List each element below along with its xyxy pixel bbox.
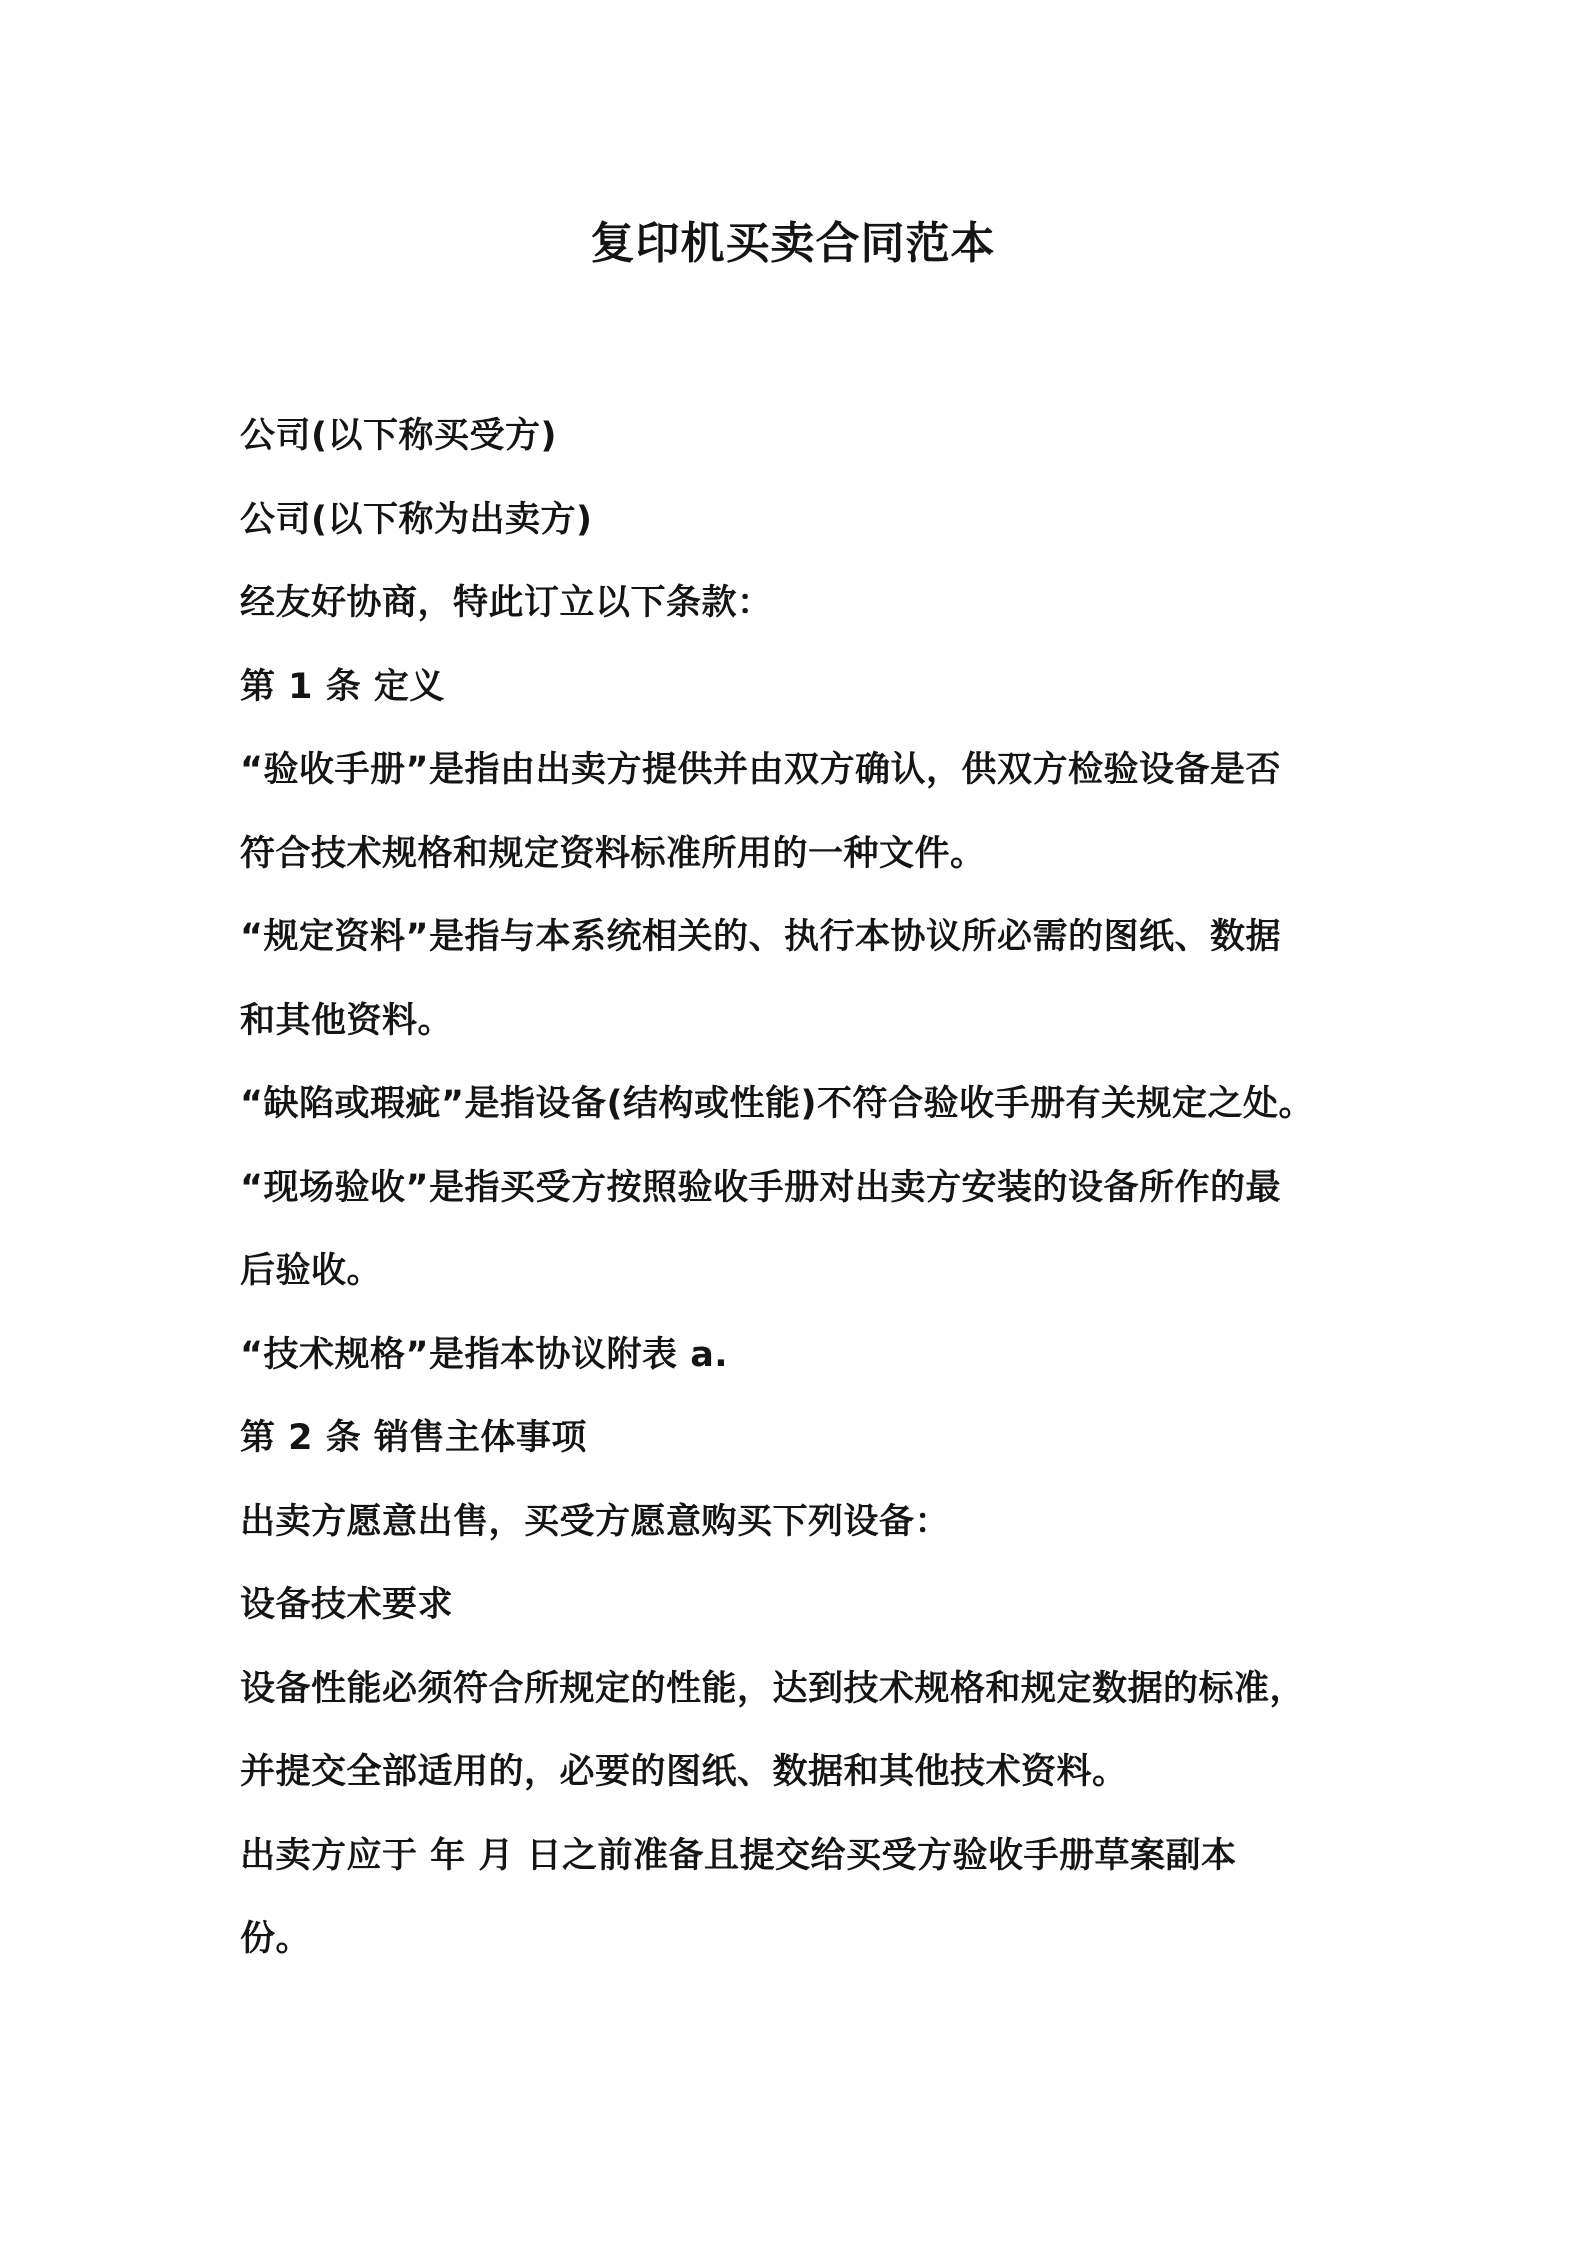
- definition-line: “现场验收”是指买受方按照验收手册对出卖方安装的设备所作的最: [240, 1168, 1282, 1208]
- definition-line: “规定资料”是指与本系统相关的、执行本协议所必需的图纸、数据: [240, 917, 1282, 957]
- body-line: 出卖方应于 年 月 日之前准备且提交给买受方验收手册草案副本: [240, 1836, 1237, 1876]
- definition-line: “技术规格”是指本协议附表 a.: [240, 1335, 729, 1375]
- buyer-line: 公司(以下称买受方): [240, 416, 557, 456]
- intro-line: 经友好协商，特此订立以下条款：: [240, 583, 773, 623]
- article-2-heading: 第 2 条 销售主体事项: [240, 1418, 587, 1458]
- body-line: 份。: [240, 1919, 312, 1959]
- seller-line: 公司(以下称为出卖方): [240, 500, 593, 540]
- definition-line: “验收手册”是指由出卖方提供并由双方确认，供双方检验设备是否: [240, 750, 1282, 790]
- article-1-heading: 第 1 条 定义: [240, 667, 445, 707]
- definition-line: 后验收。: [240, 1251, 383, 1291]
- document-title: 复印机买卖合同范本: [590, 218, 996, 269]
- definition-line: “缺陷或瑕疵”是指设备(结构或性能)不符合验收手册有关规定之处。: [240, 1084, 1315, 1124]
- body-line: 设备性能必须符合所规定的性能，达到技术规格和规定数据的标准，: [240, 1669, 1306, 1709]
- definition-line: 符合技术规格和规定资料标准所用的一种文件。: [240, 834, 986, 874]
- definition-line: 和其他资料。: [240, 1001, 454, 1041]
- section-heading: 设备技术要求: [240, 1585, 454, 1625]
- body-line: 并提交全部适用的，必要的图纸、数据和其他技术资料。: [240, 1752, 1128, 1792]
- body-line: 出卖方愿意出售，买受方愿意购买下列设备：: [240, 1502, 951, 1542]
